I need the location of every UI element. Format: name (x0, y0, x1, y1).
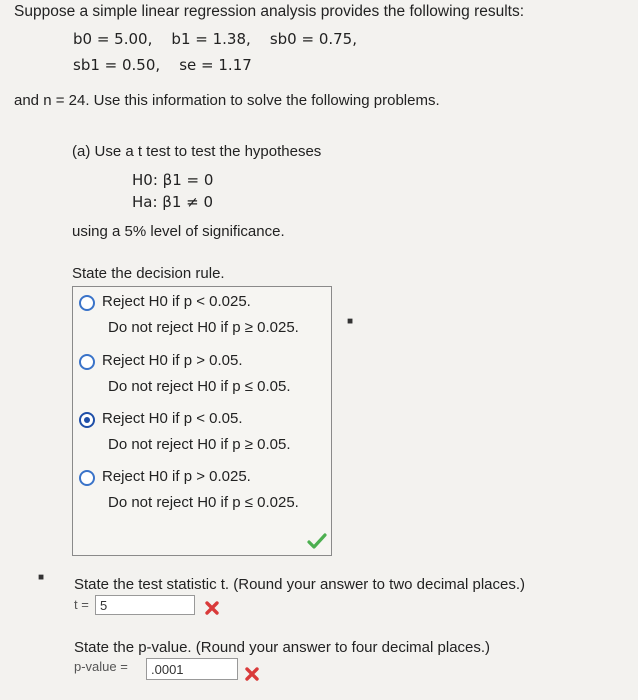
test-statistic-input[interactable] (95, 595, 195, 615)
p-value-input[interactable] (146, 658, 238, 680)
coefficients-line (73, 30, 357, 48)
x-icon (204, 600, 220, 616)
option-2[interactable] (79, 406, 329, 458)
p-value-label: p-value = (74, 659, 128, 674)
p-value-prompt: State the p-value. (Round your answer to four decimal places.) (74, 639, 491, 656)
test-statistic-label: t = (74, 597, 89, 612)
significance-level: using a 5% level of significance. (72, 223, 285, 240)
option-0[interactable] (79, 289, 329, 341)
option-line1: Reject H0 if p > 0.05. (102, 352, 243, 369)
sb1-value: sb1 = 0.50, (73, 56, 161, 74)
sample-size-line: and n = 24. Use this information to solve the following problems. (14, 92, 440, 109)
test-statistic-prompt: State the test statistic t. (Round your answer to two decimal places.) (74, 576, 526, 593)
b0-value: b0 = 5.00, (73, 30, 153, 48)
option-1[interactable] (79, 348, 329, 400)
radio-button-selected[interactable] (79, 412, 95, 428)
option-3[interactable] (79, 464, 329, 516)
option-line2: Do not reject H0 if p ≥ 0.05. (108, 436, 291, 453)
decision-rule-options (72, 286, 332, 556)
stray-dot: ■ (347, 316, 354, 327)
alternative-hypothesis: Ha: β1 ≠ 0 (132, 193, 214, 211)
radio-button[interactable] (79, 295, 95, 311)
errors-line (73, 56, 252, 74)
option-line2: Do not reject H0 if p ≤ 0.025. (108, 494, 299, 511)
option-line1: Reject H0 if p > 0.025. (102, 468, 251, 485)
b1-value: b1 = 1.38, (171, 30, 251, 48)
sb0-value: sb0 = 0.75, (269, 30, 357, 48)
x-icon (244, 666, 260, 682)
se-value: se = 1.17 (179, 56, 252, 74)
option-line1: Reject H0 if p < 0.025. (102, 293, 251, 310)
option-line1: Reject H0 if p < 0.05. (102, 410, 243, 427)
option-line2: Do not reject H0 if p ≥ 0.025. (108, 319, 299, 336)
part-a-instruction: (a) Use a t test to test the hypotheses (72, 143, 322, 160)
decision-rule-prompt: State the decision rule. (72, 265, 225, 282)
problem-intro: Suppose a simple linear regression analysis provides the following results: (14, 3, 525, 20)
radio-button[interactable] (79, 470, 95, 486)
null-hypothesis: H0: β1 = 0 (132, 171, 214, 189)
option-line2: Do not reject H0 if p ≤ 0.05. (108, 378, 291, 395)
stray-dot: ■ (38, 572, 45, 583)
radio-button[interactable] (79, 354, 95, 370)
check-icon (307, 533, 327, 549)
